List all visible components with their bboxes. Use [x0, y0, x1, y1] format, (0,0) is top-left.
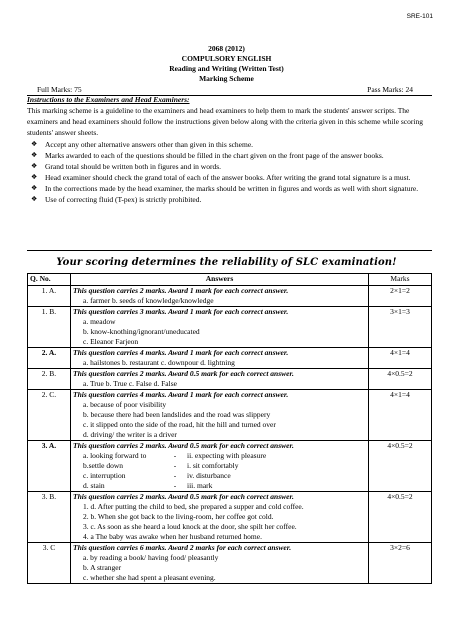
table-row — [28, 348, 432, 369]
row-instruction: This question carries 2 marks. Award 0.5 mark for each correct answer. — [73, 441, 294, 450]
answer-cell — [71, 286, 369, 307]
answer-line: a. because of poor visibility — [83, 400, 167, 409]
answer-line: a. True b. True c. False d. False — [83, 379, 177, 388]
instructions-intro: This marking scheme is a guideline to the examiners and head examiners to help them to mark the students' answer scripts. The examiners and head examiners should follow the instructions given below along with the criteria given in this scheme while scoring students' answer sheets. — [27, 106, 423, 137]
table-row — [28, 543, 432, 584]
table-row — [28, 369, 432, 390]
instruction-item: ❖ Use of correcting fluid (T-pex) is strictly prohibited. — [31, 195, 202, 204]
answer-line: a. by reading a book/ having food/ pleasantly — [83, 553, 219, 562]
row-instruction: This question carries 6 marks. Award 2 marks for each correct answer. — [73, 543, 292, 552]
answer-line: a. meadow — [83, 317, 116, 326]
answer-cell — [71, 307, 369, 348]
question-number: 3. C — [28, 543, 71, 584]
instruction-item: ❖ Grand total should be written both in figures and in words. — [31, 162, 222, 171]
diamond-bullet-icon: ❖ — [31, 162, 38, 170]
question-number: 2. A. — [28, 348, 71, 369]
row-instruction: This question carries 4 marks. Award 1 mark for each correct answer. — [73, 390, 289, 399]
diamond-bullet-icon: ❖ — [31, 195, 38, 203]
marks-cell: 4×1=4 — [369, 348, 432, 369]
instructions-heading: Instructions to the Examiners and Head Examiners: — [27, 95, 190, 104]
answer-line: d. driving/ the writer is a driver — [83, 430, 177, 439]
question-number: 1. A. — [28, 286, 71, 307]
table-row — [28, 492, 432, 543]
diamond-bullet-icon: ❖ — [31, 140, 38, 148]
answer-cell — [71, 348, 369, 369]
header-marks: Marks — [369, 274, 432, 286]
answer-line: c. whether she had spent a pleasant evening. — [83, 573, 216, 582]
answer-cell — [71, 492, 369, 543]
instruction-item: ❖ Accept any other alternative answers other than given in this scheme. — [31, 140, 254, 149]
marks-cell: 4×0.5=2 — [369, 441, 432, 492]
instruction-item: ❖ Marks awarded to each of the questions should be filled in the chart given on the front page of the answer books. — [31, 151, 384, 160]
row-instruction: This question carries 2 marks. Award 0.5 mark for each correct answer. — [73, 369, 294, 378]
answer-line: b. know-knothing/ignorant/uneducated — [83, 327, 200, 336]
answer-line: a. farmer b. seeds of knowledge/knowledge — [83, 296, 214, 305]
marks-cell: 3×1=3 — [369, 307, 432, 348]
row-instruction: This question carries 2 marks. Award 1 mark for each correct answer. — [73, 286, 289, 295]
answer-cell — [71, 369, 369, 390]
instruction-list — [27, 139, 432, 205]
question-number: 3. A. — [28, 441, 71, 492]
pass-marks: Pass Marks: 24 — [367, 85, 413, 94]
full-marks: Full Marks: 75 — [37, 85, 82, 94]
table-row — [28, 286, 432, 307]
header-qno: Q. No. — [28, 274, 71, 286]
subject-title: COMPULSORY ENGLISH — [181, 54, 272, 63]
answer-line: 1. d. After putting the child to bed, she prepared a supper and cold coffee. — [83, 502, 304, 511]
answer-cell — [71, 441, 369, 492]
scheme-title: Marking Scheme — [199, 74, 254, 83]
answer-line: 2. b. When she got back to the living-room, her coffee got cold. — [83, 512, 274, 521]
row-instruction: This question carries 3 marks. Award 1 mark for each correct answer. — [73, 307, 289, 316]
slogan: Your scoring determines the reliability of SLC examination! — [56, 257, 397, 268]
question-number: 3. B. — [28, 492, 71, 543]
answer-line: c. Eleanor Farjeon — [83, 337, 139, 346]
answer-line: 3. c. As soon as she heard a loud knock at the door, she spilt her coffee. — [83, 522, 297, 531]
table-row — [28, 441, 432, 492]
marks-cell: 3×2=6 — [369, 543, 432, 584]
match-pair: d. stain - iii. mark — [83, 481, 213, 490]
divider-bottom — [27, 250, 432, 251]
table-header-row — [28, 274, 432, 286]
instruction-item: ❖ In the corrections made by the head examiner, the marks should be written in figures and words as well with short signature. — [31, 184, 419, 193]
marks-cell: 4×0.5=2 — [369, 369, 432, 390]
row-instruction: This question carries 4 marks. Award 1 mark for each correct answer. — [73, 348, 289, 357]
answer-line: a. hailstones b. restaurant c. downpour d. lightning — [83, 358, 235, 367]
marking-table — [27, 273, 432, 584]
answer-line: b. because there had been landslides and the road was slippery — [83, 410, 271, 419]
diamond-bullet-icon: ❖ — [31, 184, 38, 192]
marks-cell: 2×1=2 — [369, 286, 432, 307]
match-pair: b.settle down - i. sit comfortably — [83, 461, 239, 470]
row-instruction: This question carries 2 marks. Award 0.5 mark for each correct answer. — [73, 492, 294, 501]
document-code: SRE-101 — [406, 13, 433, 20]
diamond-bullet-icon: ❖ — [31, 173, 38, 181]
marks-cell: 4×1=4 — [369, 390, 432, 441]
answer-line: 4. a The baby was awake when her husband returned home. — [83, 532, 262, 541]
question-number: 1. B. — [28, 307, 71, 348]
match-pair: a. looking forward to - ii. expecting with pleasure — [83, 451, 267, 460]
table-row — [28, 307, 432, 348]
answer-line: b. A stranger — [83, 563, 122, 572]
match-pair: c. interruption - iv. disturbance — [83, 471, 231, 480]
marks-cell: 4×0.5=2 — [369, 492, 432, 543]
exam-year: 2068 (2012) — [208, 44, 245, 53]
question-number: 2. C. — [28, 390, 71, 441]
table-row — [28, 390, 432, 441]
answer-cell — [71, 390, 369, 441]
diamond-bullet-icon: ❖ — [31, 151, 38, 159]
question-number: 2. B. — [28, 369, 71, 390]
answer-line: c. it slipped onto the side of the road, hit the hill and turned over — [83, 420, 276, 429]
paper-title: Reading and Writing (Written Test) — [169, 64, 284, 73]
instruction-item: ❖ Head examiner should check the grand total of each of the answer books. After writing the grand total signature is a must. — [31, 173, 411, 182]
answer-cell — [71, 543, 369, 584]
header-answers: Answers — [71, 274, 369, 286]
